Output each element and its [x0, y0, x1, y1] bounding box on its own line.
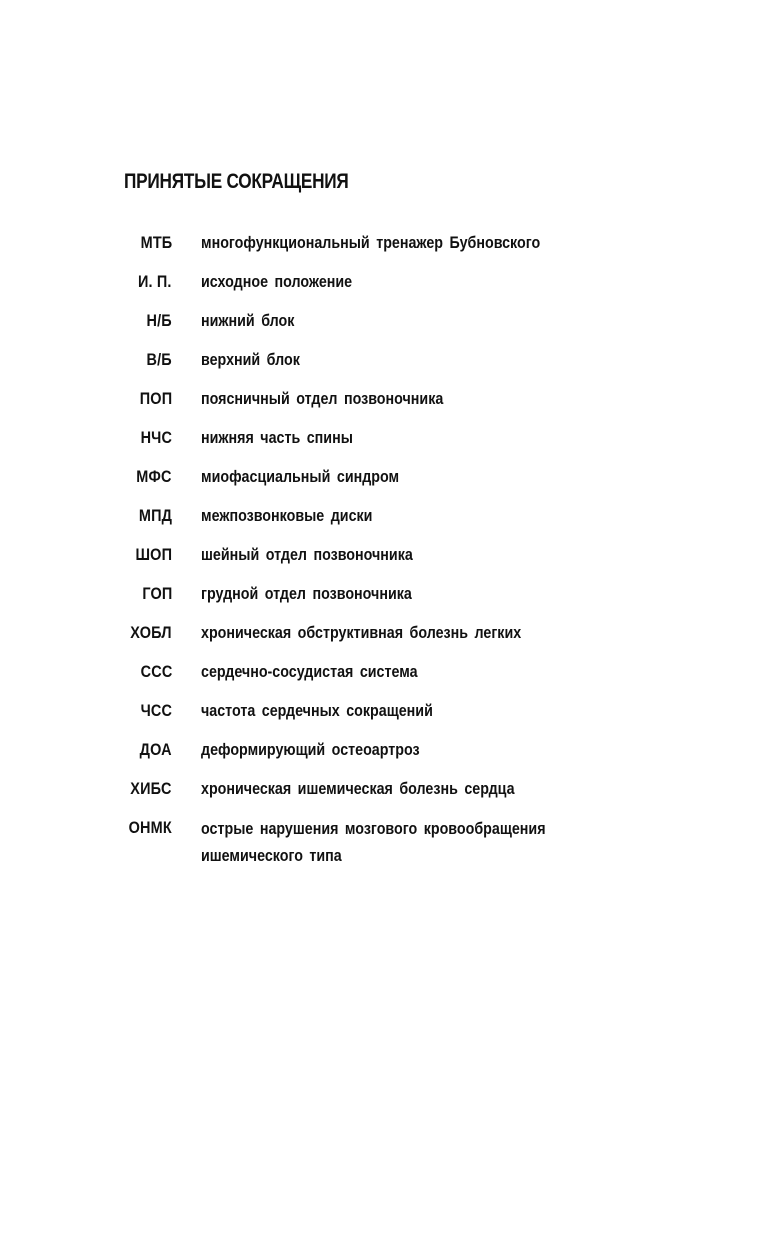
definition: поясничный отдел позвоночника: [201, 389, 444, 408]
abbreviation: ГОП: [141, 584, 172, 603]
abbreviation-list: [0, 230, 768, 869]
definition: острые нарушения мозгового кровообращения ишемического типа: [201, 819, 546, 865]
definition: сердечно-сосудистая система: [201, 662, 418, 681]
definition: нижняя часть спины: [201, 428, 353, 447]
abbreviation: ХИБС: [130, 779, 172, 798]
definition: шейный отдел позвоночника: [201, 545, 413, 564]
abbreviation: ДОА: [139, 740, 172, 759]
definition: миофасциальный синдром: [201, 467, 400, 486]
abbreviation: ЧСС: [140, 701, 172, 720]
abbreviation: ШОП: [135, 545, 172, 564]
definition: хроническая обструктивная болезнь легких: [201, 623, 522, 642]
definition: хроническая ишемическая болезнь сердца: [201, 779, 515, 798]
definition: деформирующий остеоартроз: [201, 740, 420, 759]
definition: нижний блок: [201, 311, 295, 330]
definition: частота сердечных сокращений: [201, 701, 433, 720]
list-item: [0, 620, 768, 659]
abbreviation: МФС: [136, 467, 172, 486]
definition: исходное положение: [201, 272, 353, 291]
definition: межпозвонковые диски: [201, 506, 373, 525]
list-item: [0, 464, 768, 503]
list-item: [0, 659, 768, 698]
list-item: [0, 308, 768, 347]
definition: многофункциональный тренажер Бубновского: [201, 233, 541, 252]
list-item: [0, 776, 768, 815]
abbreviation: МПД: [138, 506, 172, 525]
abbreviation: НЧС: [140, 428, 172, 447]
definition: верхний блок: [201, 350, 300, 369]
abbreviation: Н/Б: [146, 311, 172, 330]
list-item: [0, 542, 768, 581]
abbreviation: ПОП: [139, 389, 172, 408]
abbreviation: И. П.: [138, 272, 172, 291]
abbreviation: В/Б: [146, 350, 172, 369]
list-item: [0, 698, 768, 737]
abbreviation: ХОБЛ: [130, 623, 172, 642]
list-item: [0, 347, 768, 386]
list-item: [0, 503, 768, 542]
definition: грудной отдел позвоночника: [201, 584, 412, 603]
list-item: [0, 230, 768, 269]
list-item: [0, 815, 768, 869]
list-item: [0, 425, 768, 464]
list-item: [0, 581, 768, 620]
list-item: [0, 386, 768, 425]
page-title: ПРИНЯТЫЕ СОКРАЩЕНИЯ: [124, 170, 349, 193]
abbreviation: ССС: [140, 662, 172, 681]
abbreviation: ОНМК: [128, 818, 172, 837]
list-item: [0, 269, 768, 308]
list-item: [0, 737, 768, 776]
abbreviation: МТБ: [140, 233, 172, 252]
